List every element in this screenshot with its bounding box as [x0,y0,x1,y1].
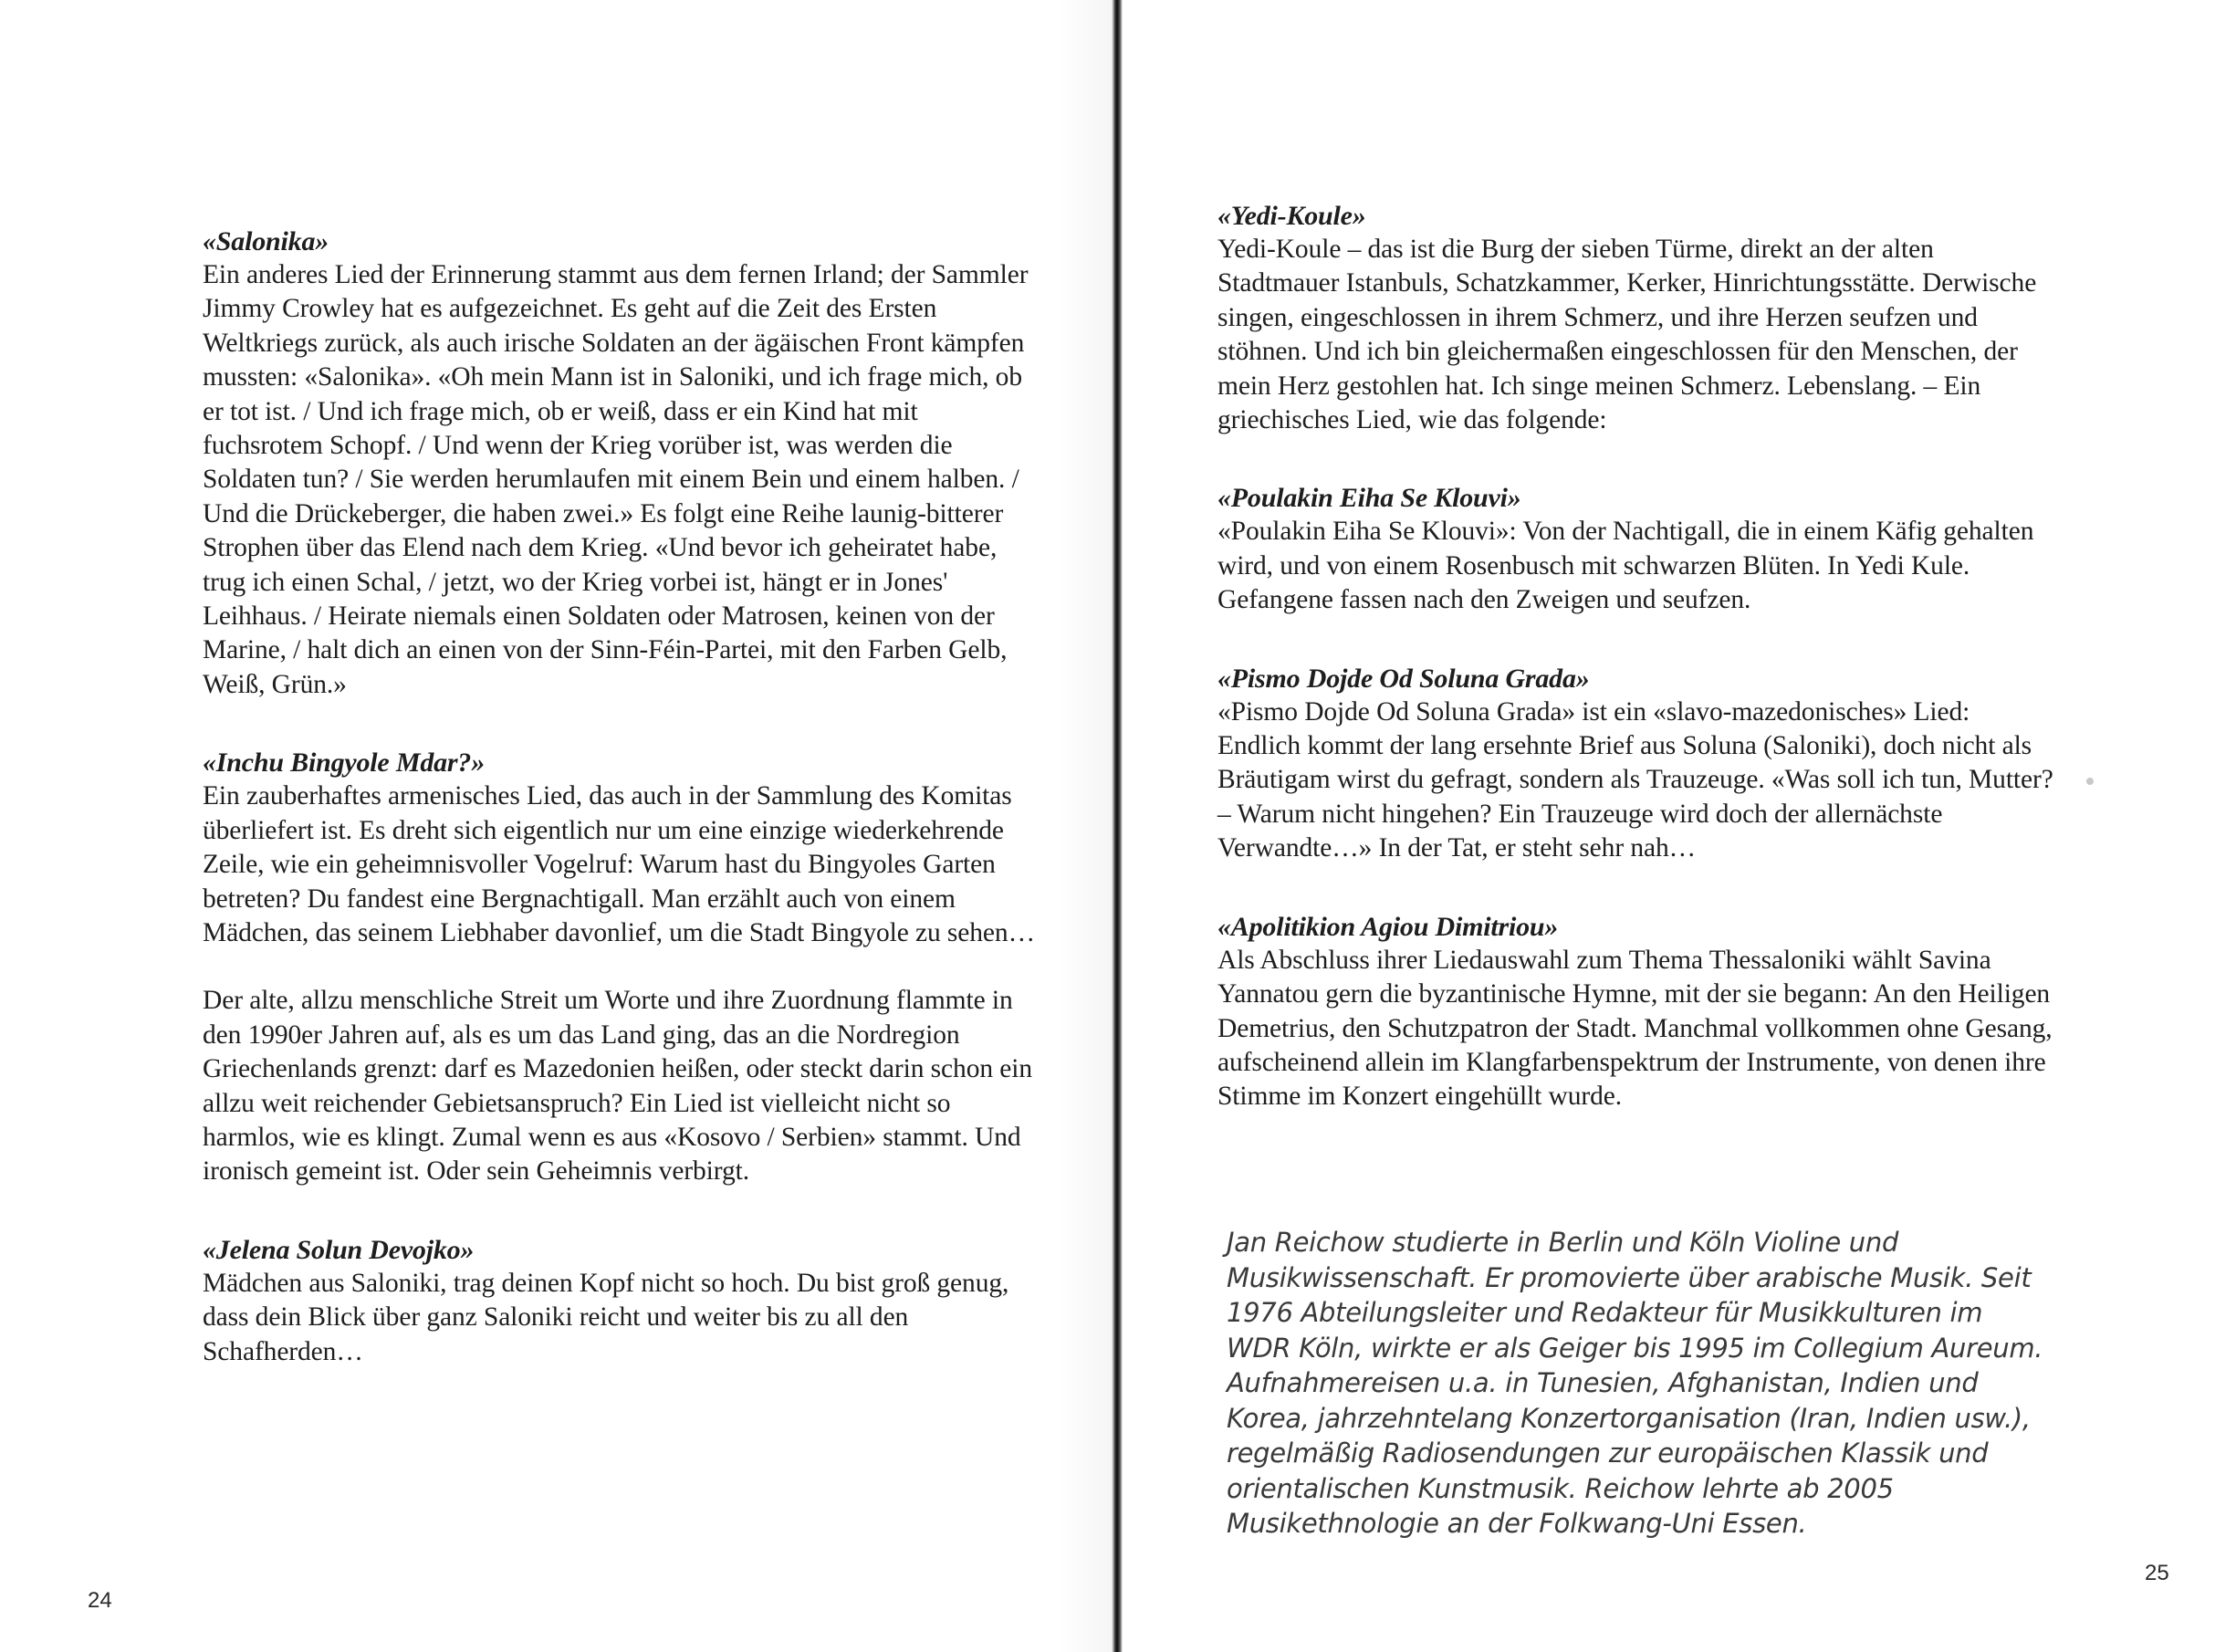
page-number-right: 25 [2145,1561,2169,1585]
right-column [1217,199,2053,1158]
section-paragraph: Der alte, allzu menschliche Streit um Worte und ihre Zuordnung flammte in den 1990er Jahren auf, als es um das Land ging, das an die Nordregion Griechenlands grenzt: darf es Mazedonien heißen, oder steckt darin schon ein allzu weit reichender Gebietsanspruch? Ein Lied ist vielleicht nicht so harmlos, wie es klingt. Zumal wenn es aus «Kosovo / Serbien» stammt. Und ironisch gemeint ist. Oder sein Geheimnis verbirgt. [203,986,1033,1187]
page-number-left: 24 [88,1588,112,1613]
section-heading: «Pismo Dojde Od Soluna Grada» [1217,663,1590,694]
section-heading: «Salonika» [203,226,329,256]
left-column [203,225,1044,1413]
section-apolitikion-agiou-dimitriou [1217,910,2053,1114]
section-paragraph: Als Abschluss ihrer Liedauswahl zum Thema Thessaloniki wählt Savina Yannatou gern die byzantinische Hymne, mit der sie begann: An den Heiligen Demetrius, den Schutzpatron der Stadt. Manchmal vollkommen ohne Gesang, aufscheinend allein im Klangfarbenspektrum der Instrumente, von denen ihre Stimme im Konzert eingehüllt wurde. [1217,945,2053,1112]
section-jelena-solun-devojko [203,1233,1044,1369]
section-paragraph: Ein zauberhaftes armenisches Lied, das auch in der Sammlung des Komitas überliefert ist. Es dreht sich eigentlich nur um eine einzige wiederkehrende Zeile, wie ein geheimnisvoller Vogelruf: Warum hast du Bingyoles Garten betreten? Du fandest eine Bergnachtigall. Man erzählt auch von einem Mädchen, das seinem Liebhaber davonlief, um die Stadt Bingyole zu sehen… [203,781,1035,947]
section-heading: «Yedi-Koule» [1217,201,1366,231]
section-paragraph: Yedi-Koule – das ist die Burg der sieben Türme, direkt an der alten Stadtmauer Istanbuls, Schatzkammer, Kerker, Hinrichtungsstätte. Derwische singen, eingeschlossen in ihrem Schmerz, und ihre Herzen seufzen und stöhnen. Und ich bin gleichermaßen eingeschlossen für den Menschen, der mein Herz gestohlen hat. Ich singe meinen Schmerz. Lebenslang. – Ein griechisches Lied, wie das folgende: [1217,235,2037,435]
section-inchu-bingyole-mdar [203,746,1044,1188]
section-paragraph: «Poulakin Eiha Se Klouvi»: Von der Nachtigall, die in einem Käfig gehalten wird, und von einem Rosenbusch mit schwarzen Blüten. In Yedi Kule. Gefangene fassen nach den Zweigen und seufzen. [1217,517,2034,615]
section-heading: «Poulakin Eiha Se Klouvi» [1217,483,1521,514]
section-heading: «Inchu Bingyole Mdar?» [203,748,485,779]
section-paragraph: Mädchen aus Saloniki, trag deinen Kopf nicht so hoch. Du bist groß genug, dass dein Blick über ganz Saloniki reicht und weiter bis zu all den Schafherden… [203,1268,1009,1366]
section-heading: «Apolitikion Agiou Dimitriou» [1217,911,1559,942]
section-salonika [203,225,1044,702]
section-yedi-koule [1217,199,2053,437]
book-gutter [1112,0,1123,1652]
section-heading: «Jelena Solun Devojko» [203,1234,475,1265]
author-bio: Jan Reichow studierte in Berlin und Köln Violine und Musikwissenschaft. Er promovierte über arabische Musik. Seit 1976 Abteilungsleiter und Redakteur für Musikkulturen im WDR Köln, wirkte er als Geiger bis 1995 im Collegium Aureum. Aufnahmereisen u.a. in Tunesien, Afghanistan, Indien und Korea, jahrzehntelang Konzertorganisation (Iran, Indien usw.), regelmäßig Radiosendungen zur europäischen Klassik und orientalischen Kunstmusik. Reichow lehrte ab 2005 Musikethnologie an der Folkwang-Uni Essen. [1227,1227,2043,1539]
section-pismo-dojde-od-soluna-grada [1217,662,2053,866]
section-paragraph: Ein anderes Lied der Erinnerung stammt aus dem fernen Irland; der Sammler Jimmy Crowley hat es aufgezeichnet. Es geht auf die Zeit des Ersten Weltkriegs zurück, als auch irische Soldaten an der ägäischen Front kämpfen mussten: «Salonika». «Oh mein Mann ist in Saloniki, und ich frage mich, ob er tot ist. / Und ich frage mich, ob er weiß, dass er ein Kind hat mit fuchsrotem Schopf. / Und wenn der Krieg vorüber ist, was werden die Soldaten tun? / Sie werden herumlaufen mit einem Bein und einem halben. / Und die Drückeberger, die haben zwei.» Es folgt eine Reihe launig-bitterer Strophen über das Elend nach dem Krieg. «Und bevor ich geheiratet habe, trug ich einen Schal, / jetzt, wo der Krieg vorbei ist, hängt er in Jones' Leihhaus. / Heirate niemals einen Soldaten oder Matrosen, keinen von der Marine, / halt dich an einen von der Sinn-Féin-Partei, mit den Farben Gelb, Weiß, Grün.» [203,260,1029,699]
section-paragraph: «Pismo Dojde Od Soluna Grada» ist ein «slavo-mazedonisches» Lied: Endlich kommt der lang ersehnte Brief aus Soluna (Saloniki), doch nicht als Bräutigam wirst du gefragt, sondern als Trauzeuge. «Was soll ich tun, Mutter? – Warum nicht hingehen? Ein Trauzeuge wird doch der allernächste Verwandte…» In der Tat, er steht sehr nah… [1217,696,2053,863]
section-poulakin-eiha-se-klouvi [1217,481,2053,617]
